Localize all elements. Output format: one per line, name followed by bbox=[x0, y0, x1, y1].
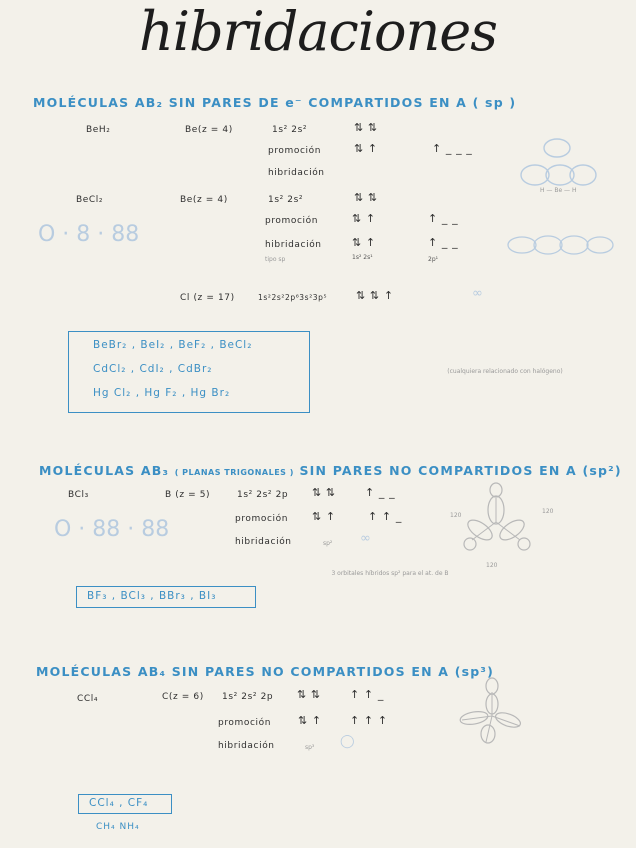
config-c: 1s² 2s² 2p bbox=[222, 692, 274, 702]
orbital-boxes-p: ↑ _ _ _ bbox=[432, 142, 473, 155]
promotion-label: promoción bbox=[268, 146, 322, 156]
angle-label: 120 bbox=[450, 512, 462, 519]
lewis-sketch: O · 88 · 88 bbox=[54, 517, 170, 542]
examples-box-ab3 bbox=[76, 586, 256, 608]
section-1-heading: MOLÉCULAS AB₂ SIN PARES DE e⁻ COMPARTIDOS EN A ( sp ) bbox=[33, 95, 517, 110]
examples-line: CdCl₂ , CdI₂ , CdBr₂ bbox=[93, 363, 213, 375]
config-b: 1s² 2s² 2p bbox=[237, 490, 289, 500]
tetrahedral-diagram bbox=[448, 672, 538, 752]
type-label: tipo sp bbox=[265, 256, 286, 263]
angle-label: 120 bbox=[542, 508, 554, 515]
hybridization-label: hibridación bbox=[218, 741, 275, 751]
molecule-bcl3: BCl₃ bbox=[68, 490, 89, 500]
orbital-boxes-p: ↑ ↑ _ bbox=[350, 688, 384, 701]
orbital-boxes: ⇅ ⇅ bbox=[297, 688, 321, 701]
orbital-boxes: ⇅ ⇅ ↑ bbox=[356, 289, 394, 302]
hybridization-label: hibridación bbox=[235, 537, 292, 547]
becl2-orbital-diagram bbox=[500, 230, 620, 260]
examples-box-ab2 bbox=[68, 331, 310, 413]
element-c: C(z = 6) bbox=[162, 692, 204, 702]
orbital-boxes: ⇅ ⇅ bbox=[312, 486, 336, 499]
hybrid-type: sp³ bbox=[305, 744, 315, 751]
examples-line: BF₃ , BCl₃ , BBr₃ , BI₃ bbox=[87, 590, 217, 602]
promotion-label: promoción bbox=[235, 514, 289, 524]
orbital-boxes: ⇅ ⇅ bbox=[354, 191, 378, 204]
section-2-subtitle: ( PLANAS TRIGONALES ) bbox=[174, 468, 294, 477]
element-b: B (z = 5) bbox=[165, 490, 211, 500]
halogen-note: (cualquiera relacionado con halógeno) bbox=[447, 368, 563, 375]
orbital-boxes-p: ↑ ↑ _ bbox=[368, 510, 402, 523]
sp-orbital-diagram bbox=[505, 135, 615, 195]
config-cl: 1s²2s²2p⁶3s²3p⁵ bbox=[258, 293, 328, 302]
examples-line: Hg Cl₂ , Hg F₂ , Hg Br₂ bbox=[93, 387, 231, 399]
promotion-label: promoción bbox=[265, 216, 319, 226]
orbital-boxes: ⇅ ⇅ bbox=[354, 121, 378, 134]
orbital-boxes-p: ↑ _ _ bbox=[428, 236, 459, 249]
promotion-label: promoción bbox=[218, 718, 272, 728]
angle-label: 120 bbox=[486, 562, 498, 569]
more-examples: CH₄ NH₄ bbox=[96, 822, 140, 832]
section-3-heading: MOLÉCULAS AB₄ SIN PARES NO COMPARTIDOS EN A (sp³) bbox=[36, 664, 495, 679]
element-cl: Cl (z = 17) bbox=[180, 293, 235, 303]
molecule-beh2: BeH₂ bbox=[86, 125, 111, 135]
examples-box-ab4 bbox=[78, 794, 172, 814]
config-be: 1s² 2s² bbox=[272, 125, 308, 135]
section-2-title: MOLÉCULAS AB₃ bbox=[39, 463, 170, 478]
orbital-boxes-p: ↑ ↑ ↑ bbox=[350, 714, 388, 727]
lewis-sketch: O · 8 · 88 bbox=[38, 222, 140, 247]
orbital-shape-icon: ◯ bbox=[340, 734, 355, 749]
section-2-rest: SIN PARES NO COMPARTIDOS EN A (sp²) bbox=[299, 463, 622, 478]
hybrid-type: sp² bbox=[323, 540, 333, 547]
config-be: 1s² 2s² bbox=[268, 195, 304, 205]
hybridization-label: hibridación bbox=[268, 168, 325, 178]
examples-line: CCl₄ , CF₄ bbox=[89, 797, 149, 809]
section-2-heading bbox=[39, 463, 622, 478]
element-be: Be(z = 4) bbox=[180, 195, 228, 205]
orbital-boxes: ⇅ ↑ bbox=[312, 510, 336, 523]
examples-line: BeBr₂ , BeI₂ , BeF₂ , BeCl₂ bbox=[93, 339, 253, 351]
diagram-label: H — Be — H bbox=[540, 187, 577, 194]
orbital-boxes-p: ↑ _ _ bbox=[428, 212, 459, 225]
page-title: hibridaciones bbox=[139, 0, 497, 63]
orbital-boxes: ⇅ ↑ bbox=[352, 236, 376, 249]
orbital-boxes: ⇅ ↑ bbox=[352, 212, 376, 225]
molecule-ccl4: CCl₄ bbox=[77, 694, 99, 704]
p-orbital-icon: ∞ bbox=[472, 286, 483, 301]
orbital-sublabels: 1s² 2s¹ bbox=[352, 254, 373, 261]
element-be: Be(z = 4) bbox=[185, 125, 233, 135]
orbital-boxes-p: ↑ _ _ bbox=[365, 486, 396, 499]
orbital-shape-icon: ∞ bbox=[360, 531, 371, 546]
orbital-boxes: ⇅ ↑ bbox=[354, 142, 378, 155]
molecule-becl2: BeCl₂ bbox=[76, 195, 104, 205]
orbital-sublabel-p: 2p¹ bbox=[428, 256, 439, 263]
hybrid-note: 3 orbitales híbridos sp² para el at. de B bbox=[331, 570, 449, 577]
hybridization-label: hibridación bbox=[265, 240, 322, 250]
orbital-boxes: ⇅ ↑ bbox=[298, 714, 322, 727]
trigonal-planar-diagram bbox=[450, 478, 570, 570]
